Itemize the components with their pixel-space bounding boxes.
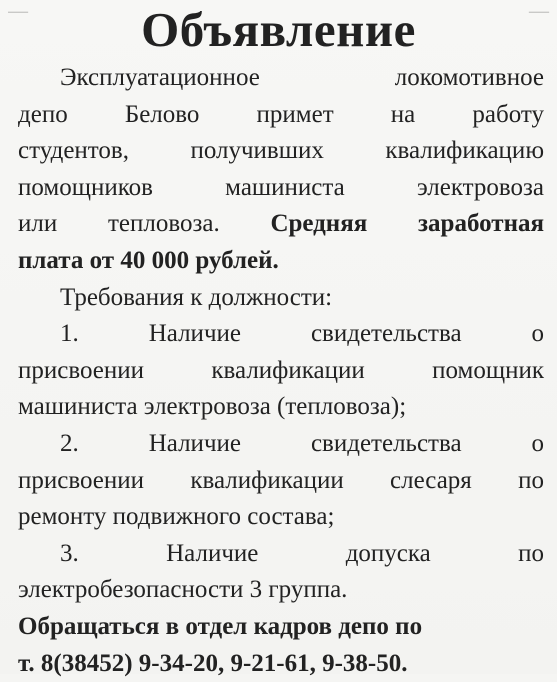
intro-line-3: студентов, получивших квалификацию bbox=[18, 133, 544, 170]
intro-paragraph bbox=[18, 60, 544, 280]
scan-edge-mark-left: — bbox=[8, 0, 68, 22]
salary-text-part-1: Средняя заработная bbox=[270, 210, 544, 237]
contact-line-1: Обращаться в отдел кадров депо по bbox=[18, 609, 544, 646]
scan-edge-mark-right: — bbox=[471, 0, 551, 22]
intro-line-1: Эксплуатационное локомотивное bbox=[18, 60, 544, 97]
requirement-item bbox=[18, 426, 544, 536]
requirements-heading: Требования к должности: bbox=[18, 280, 544, 317]
intro-line-2: депо Белово примет на работу bbox=[18, 97, 544, 134]
requirement-1-line-1: 1. Наличие свидетельства о bbox=[18, 316, 544, 353]
intro-line-4: помощников машиниста электровоза bbox=[18, 170, 544, 207]
requirement-2-line-3: ремонту подвижного состава; bbox=[18, 499, 544, 536]
requirement-2-line-1: 2. Наличие свидетельства о bbox=[18, 426, 544, 463]
salary-text-part-2: плата от 40 000 рублей. bbox=[18, 243, 544, 280]
requirement-3-line-1: 3. Наличие допуска по bbox=[18, 536, 544, 573]
requirement-item bbox=[18, 536, 544, 609]
requirement-item bbox=[18, 316, 544, 426]
intro-line-5 bbox=[18, 206, 544, 243]
requirement-1-line-2: присвоении квалификации помощник bbox=[18, 353, 544, 390]
requirements-section bbox=[18, 280, 544, 609]
requirement-1-line-3: машиниста электровоза (тепловоза); bbox=[18, 389, 544, 426]
contact-phones: т. 8(38452) 9-34-20, 9-21-61, 9-38-50. bbox=[18, 646, 544, 682]
contact-section bbox=[18, 609, 544, 682]
announcement-body bbox=[18, 60, 544, 682]
intro-line-5-normal: или тепловоза. bbox=[18, 210, 220, 237]
requirement-2-line-2: присвоении квалификации слесаря по bbox=[18, 463, 544, 500]
requirement-3-line-2: электробезопасности 3 группа. bbox=[18, 572, 544, 609]
announcement-title: Объявление bbox=[0, 4, 557, 56]
